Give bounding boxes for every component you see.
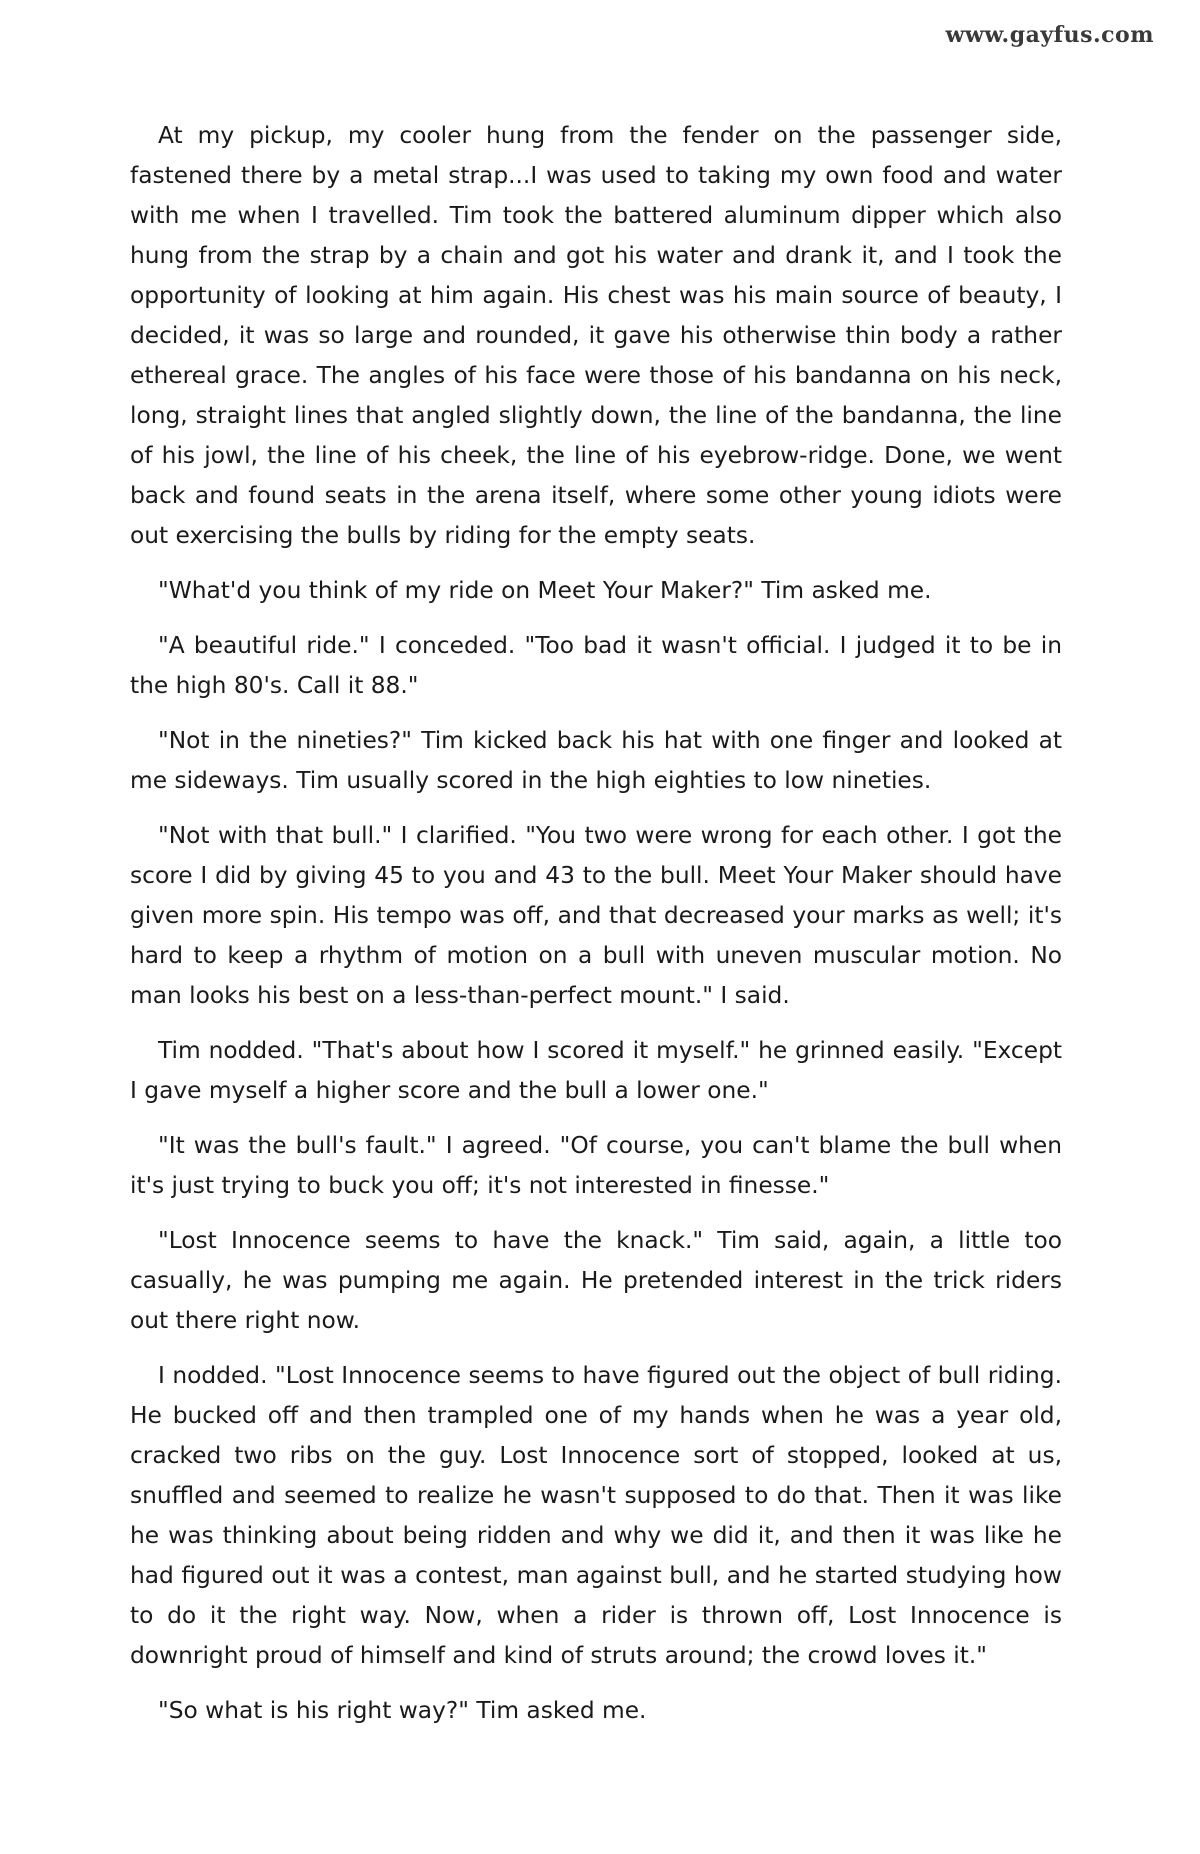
paragraph: I nodded. "Lost Innocence seems to have figured out the object of bull riding. He bucked off and then trampled one of my hands when he was a year old, cracked two ribs on the guy. Lost Innocence sort of stopped, looked at us, snuffled and seemed to realize he wasn't supposed to do that. Then it was like he was thinking about being ridden and why we did it, and then it was like he had figured out it was a contest, man against bull, and he started studying how to do it the right way. Now, when a rider is thrown off, Lost Innocence is downright proud of himself and kind of struts around; the crowd loves it." [130,1362,1062,1669]
paragraph: "Lost Innocence seems to have the knack." Tim said, again, a little too casually, he was pumping me again. He pretended interest in the trick riders out there right now. [130,1227,1062,1334]
page-body [130,116,1062,1746]
watermark: www.gayfus.com [945,22,1154,48]
paragraph: "Not with that bull." I clarified. "You two were wrong for each other. I got the score I did by giving 45 to you and 43 to the bull. Meet Your Maker should have given more spin. His tempo was off, and that decreased your marks as well; it's hard to keep a rhythm of motion on a bull with uneven muscular motion. No man looks his best on a less-than-perfect mount." I said. [130,822,1062,1009]
paragraph: "What'd you think of my ride on Meet Your Maker?" Tim asked me. [158,577,932,604]
paragraph: "Not in the nineties?" Tim kicked back his hat with one finger and looked at me sideways. Tim usually scored in the high eighties to low nineties. [130,727,1062,794]
paragraph: At my pickup, my cooler hung from the fender on the passenger side, fastened there by a metal strap...I was used to taking my own food and water with me when I travelled. Tim took the battered aluminum dipper which also hung from the strap by a chain and got his water and drank it, and I took the opportunity of looking at him again. His chest was his main source of beauty, I decided, it was so large and rounded, it gave his otherwise thin body a rather ethereal grace. The angles of his face were those of his bandanna on his neck, long, straight lines that angled slightly down, the line of the bandanna, the line of his jowl, the line of his cheek, the line of his eyebrow-ridge. Done, we went back and found seats in the arena itself, where some other young idiots were out exercising the bulls by riding for the empty seats. [130,122,1062,549]
paragraph: "A beautiful ride." I conceded. "Too bad it wasn't official. I judged it to be in the high 80's. Call it 88." [130,632,1062,699]
paragraph: "So what is his right way?" Tim asked me. [158,1697,647,1724]
paragraph: "It was the bull's fault." I agreed. "Of course, you can't blame the bull when it's just trying to buck you off; it's not interested in finesse." [130,1132,1062,1199]
paragraph: Tim nodded. "That's about how I scored it myself." he grinned easily. "Except I gave myself a higher score and the bull a lower one." [130,1037,1062,1104]
